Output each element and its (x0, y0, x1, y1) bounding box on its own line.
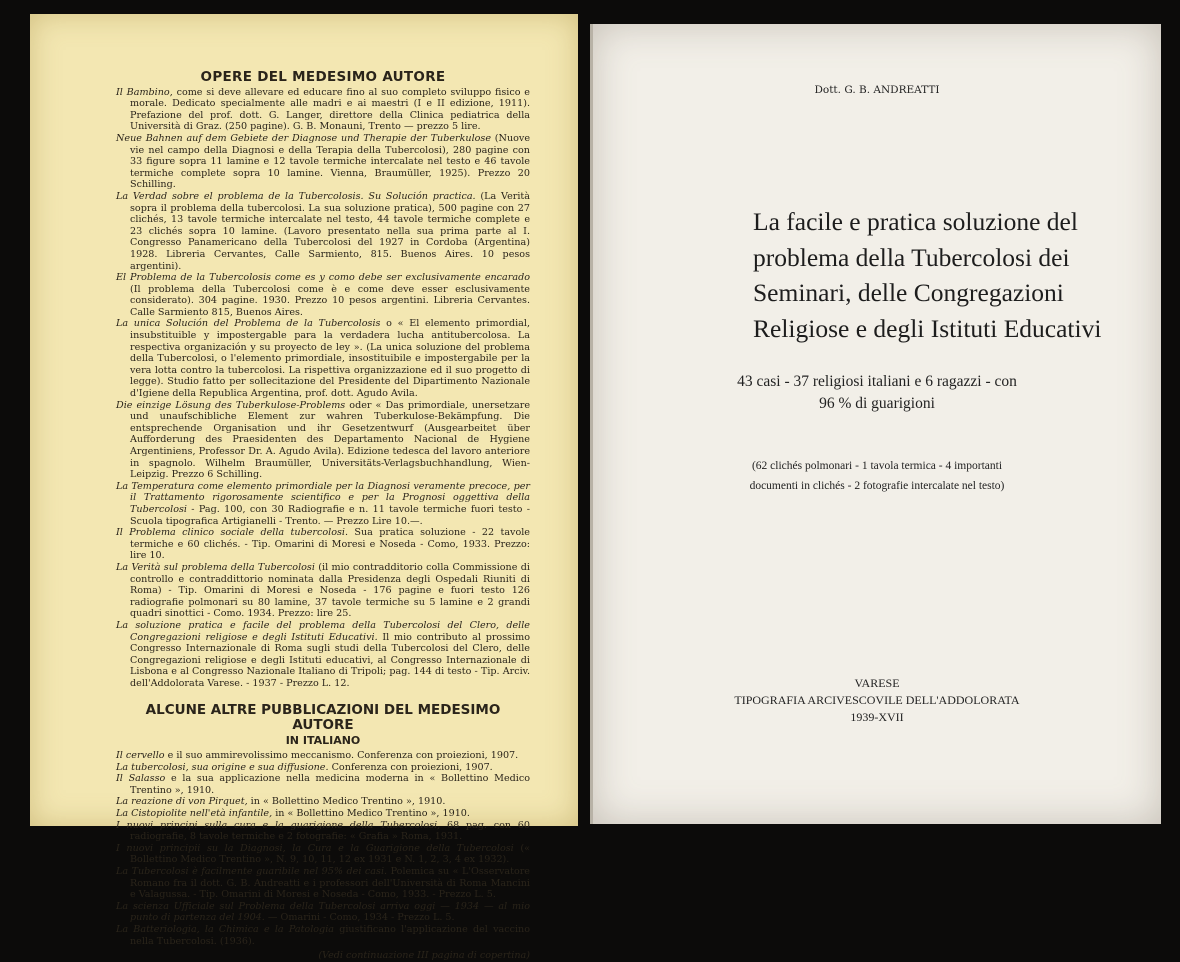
entry-text: in « Bollettino Medico Trentino », 1910. (272, 808, 470, 820)
back-cover-page (30, 14, 578, 962)
entry-text: e il suo ammirevolissimo meccanismo. Conferenza con proiezioni, 1907. (164, 750, 519, 762)
entry-text: oder « Das primordiale, unersetzare und unaufschibliche Element zur wahren Tuberkulose-Bekämpfung. Die entsprechende Organisation und ihr Gesetzentwurf (Ausgearbeitet über Aufforderung des Praesidenten des Departamento Nacional de Hygiene Argentiniens, Professor Dr. A. Agudo Avila). Edizione tedesca del lavoro anteriore in spagnolo. Wilhelm Braumüller, Universitäts-Verlagsbuchhandlung, Wien-Leipzig. Prezzo 6 Schilling. (130, 399, 530, 481)
publication-entry (116, 762, 530, 774)
publication-entry (116, 843, 530, 866)
entry-title: La unica Solución del Problema de la Tubercolosis (116, 318, 381, 330)
work-entry (116, 620, 530, 690)
work-entry (116, 87, 530, 133)
contents-note (593, 456, 1161, 496)
publications-list (116, 750, 530, 947)
work-entry (116, 481, 530, 527)
entry-text: Sua pratica soluzione - 22 tavole termiche e 60 clichés. - Tip. Omarini di Moresi e Noseda - Como, 1933. Prezzo: lire 10. (130, 527, 530, 562)
entry-text: e la sua applicazione nella medicina moderna in « Bollettino Medico Trentino », 1910. (130, 773, 530, 796)
continuation-note: (Vedi continuazione III pagina di copertina) (318, 950, 530, 962)
entry-text: Polemica su « L'Osservatore Romano fra il dott. G. B. Andreatti e i professori dell'Università di Roma Mancini e Valagussa. - Tip. Omarini di Moresi e Noseda - Como, 1933. - Prezzo L. 5. (130, 866, 530, 901)
entry-title: Die einzige Lösung des Tuberkulose-Problems (116, 399, 346, 411)
publisher-city: VARESE (854, 676, 900, 690)
works-list (116, 87, 530, 690)
entry-title: Neue Bahnen auf dem Gebiete der Diagnose und Therapie der Tuberkulose (116, 132, 492, 144)
entry-title: La Verdad sobre el problema de la Tubercolosis. Su Solución practica. (116, 190, 476, 202)
entry-title: La Tubercolosi è facilmente guaribile nel 95% dei casi. (116, 866, 388, 877)
work-entry (116, 318, 530, 399)
works-heading: OPERE DEL MEDESIMO AUTORE (200, 69, 446, 85)
author-name: Dott. G. B. ANDREATTI (814, 84, 940, 96)
publication-entry (116, 773, 530, 796)
work-entry (116, 272, 530, 318)
works-list-column (116, 66, 530, 962)
publication-entry (116, 820, 530, 843)
entry-text: in « Bollettino Medico Trentino », 1910. (247, 796, 446, 808)
entry-title: La scienza Ufficiale sul Problema della Tubercolosi arriva oggi — 1934 — al mio punto di partenza del 1904. (116, 900, 530, 924)
entry-title: Il Problema clinico sociale della tubercolosi. (116, 527, 349, 539)
book-title (753, 204, 1102, 346)
work-entry (116, 527, 530, 562)
title-line: Religiose e degli Istituti Educativi (753, 313, 1102, 343)
work-entry (116, 400, 530, 481)
entry-title: La reazione di von Pirquet, (116, 796, 248, 808)
entry-title: I nuovi principii su la Diagnosi, la Cura e la Guarigione della Tubercolosi (116, 842, 514, 854)
other-publications-heading: ALCUNE ALTRE PUBBLICAZIONI DEL MEDESIMO AUTORE (145, 702, 501, 734)
entry-title: I nuovi principi sulla cura e la guarigione della Tubercolosi, (116, 819, 441, 831)
publication-entry (116, 866, 530, 901)
work-entry (116, 562, 530, 620)
entry-text: Conferenza con proiezioni, 1907. (328, 761, 493, 773)
entry-title: Il cervello (116, 750, 165, 762)
entry-title: La soluzione pratica e facile del problema della Tubercolosi del Clero, delle Congregazioni religiose e degli Istituti Educativi. (116, 619, 530, 643)
publisher-imprint (593, 675, 1161, 726)
publication-entry (116, 808, 530, 820)
work-entry (116, 191, 530, 272)
entry-text: , come si deve allevare ed educare fino al suo completo sviluppo fisico e morale. Dedicato specialmente alle madri e ai maestri (I e II edizione, 1911). Prefazione del prof. dott. G. Langer, direttore della Clinica pediatrica della Università di Graz. (250 pagine). G. B. Monauni, Trento — prezzo 5 lire. (130, 86, 530, 133)
publication-entry (116, 924, 530, 947)
entry-title: La Cistopiolite nell'età infantile, (116, 808, 273, 820)
subtitle-line: 96 % di guarigioni (819, 395, 935, 412)
contents-line: documenti in clichés - 2 fotografie intercalate nel testo) (749, 480, 1005, 492)
entry-text: (Nuove vie nel campo della Diagnosi e della Terapia della Tubercolosi), 280 pagine con 33 figure sopra 11 lamine e 12 tavole termiche intercalate nel testo e 46 tavole termiche complete sopra 10 lamine. Vienna, Braumüller, 1925). Prezzo 20 Schilling. (130, 132, 531, 191)
title-line: problema della Tubercolosi dei (753, 242, 1070, 272)
other-publications-subheading: IN ITALIANO (285, 734, 361, 748)
entry-text: (il mio contradditorio colla Commissione di controllo e contraddittorio nominata dalla Presidenza degli Ospedali Riuniti di Roma) - Tip. Omarini di Moresi e Noseda - 176 pagine e fuori testo 126 radiografie polmonari su 80 lamine, 37 tavole termiche su 5 lamine e 2 grandi quadri sinottici - Como. 1934. Prezzo: lire 25. (130, 561, 530, 620)
entry-title: La Batteriologia, la Chimica e la Patologia (116, 923, 334, 935)
publication-entry (116, 901, 530, 924)
entry-title: El Problema de la Tubercolosis come es y como debe ser exclusivamente encarado (116, 272, 530, 284)
publication-year: 1939-XVII (850, 710, 904, 724)
title-line: Seminari, delle Congregazioni (753, 278, 1064, 307)
publication-entry (116, 750, 530, 762)
entry-title: La Verità sul problema della Tubercolosi (116, 561, 315, 573)
contents-line: (62 clichés polmonari - 1 tavola termica - 4 importanti (751, 460, 1003, 472)
title-page (590, 24, 1161, 824)
entry-text: (Il problema della Tubercolosi come è e come deve esser esclusivamente considerato). 304 pagine. 1930. Prezzo 10 pesos argentini. Libreria Cervantes. Calle Sarmiento 815, Buenos Aires. (130, 283, 530, 318)
entry-text: — Omarini - Como, 1934 - Prezzo L. 5. (264, 912, 455, 924)
entry-title: La tubercolosi, sua origine e sua diffusione. (116, 761, 329, 773)
entry-text: giustificano l'applicazione del vaccino nella Tubercolosi. (1936). (130, 923, 530, 947)
entry-title: Il Bambino (116, 86, 170, 98)
entry-text: 68 pag. con 60 radiografie, 8 tavole termiche e 2 fotografie: « Grafia » Roma, 1931. (130, 819, 530, 843)
entry-text: (La Verità sopra il problema della tubercolosi. La sua soluzione pratica), 500 pagine con 27 clichés, 13 tavole termiche intercalate nel testo, 44 tavole termiche complete e 23 clichés sopra 10 lamine. (Lavoro presentato nella sua prima parte al I. Congresso Panamericano della Tubercolosi del 1927 in Cordoba (Argentina) 1928. Libreria Cervantes, Calle Sarmiento, 815. Buenos Aires. 10 pesos argentini). (130, 190, 530, 272)
entry-text: Il mio contributo al prossimo Congresso Internazionale di Roma sugli studi della Tubercolosi del Clero, delle Congregazioni religiose e degli Istituti educativi, al Congresso Internazionale di Lisbona e al Congresso Nazionale Italiano di Tripoli; pag. 144 di testo - Tip. Arciv. dell'Addolorata Varese. - 1937 - Prezzo L. 12. (130, 631, 530, 689)
work-entry (116, 133, 530, 191)
entry-title: Il Salasso (116, 773, 166, 785)
entry-text: o « El elemento primordial, insubstituible y impostergable para la verdadera lucha antitubercolosa. La respectiva organización y su proyecto de ley ». (La unica soluzione del problema della Tubercolosi, o l'elemento primordiale, insostituibile e impostergabile per la vera lotta contro la tubercolosi. La rispettiva organizzazione ed il suo progetto di legge). Studio fatto per sollecitazione del Presidente del Dipartimento Nazionale d'Igiene della Republica Argentina, prof. dott. Agudo Avila. (130, 318, 531, 400)
entry-text: (« Bollettino Medico Trentino », N. 9, 10, 11, 12 ex 1931 e N. 1, 2, 3, 4 ex 1932). (130, 842, 530, 866)
subtitle (593, 371, 1161, 415)
publisher-name: TIPOGRAFIA ARCIVESCOVILE DELL'ADDOLORATA (734, 693, 1020, 707)
entry-title: La Temperatura come elemento primordiale per la Diagnosi veramente precoce, per il Trattamento rigorosamente scientifico e per la Prognosi oggettiva della Tubercolosi (116, 480, 530, 515)
publication-entry (116, 796, 530, 808)
entry-text: - Pag. 100, con 30 Radiografie e n. 11 tavole termiche fuori testo - Scuola tipografica Artigianelli - Trento. — Prezzo Lire 10.—. (130, 503, 530, 527)
subtitle-line: 43 casi - 37 religiosi italiani e 6 ragazzi - con (737, 373, 1017, 390)
title-line: La facile e pratica soluzione del (753, 207, 1078, 236)
